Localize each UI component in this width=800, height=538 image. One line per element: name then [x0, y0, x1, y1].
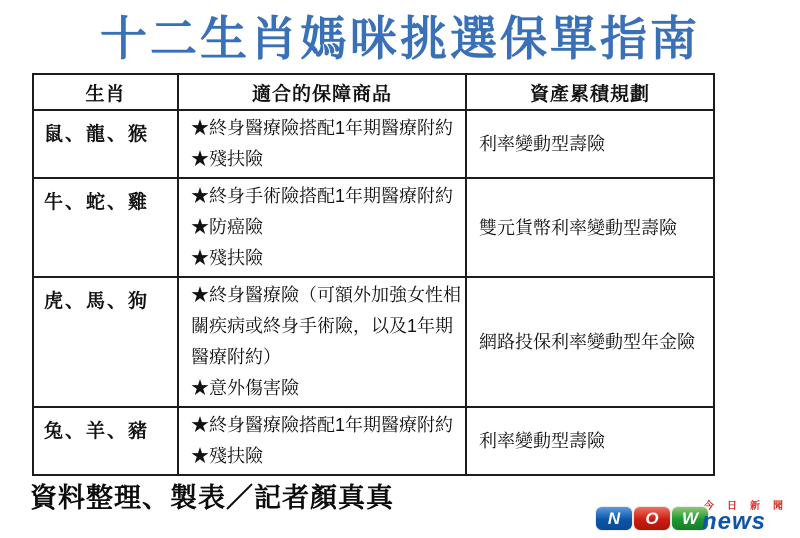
asset-plan-cell: 雙元貨幣利率變動型壽險: [466, 178, 714, 277]
table-header-row: [33, 74, 714, 110]
zodiac-cell: 兔、羊、豬: [33, 407, 178, 475]
logo-letter-n: N: [596, 507, 632, 530]
zodiac-cell: 虎、馬、狗: [33, 277, 178, 407]
logo-letter-w: W: [672, 507, 708, 530]
asset-plan-cell: 利率變動型壽險: [466, 407, 714, 475]
product-item: ★殘扶險: [191, 446, 263, 466]
col-header-products: 適合的保障商品: [178, 74, 466, 110]
table-row: [33, 110, 714, 178]
nownews-logo-blocks: [596, 507, 708, 530]
col-header-zodiac: 生肖: [33, 74, 178, 110]
product-item: ★終身醫療險搭配1年期醫療附約: [191, 118, 454, 138]
nownews-logo: [596, 497, 794, 533]
product-item: ★殘扶險: [191, 149, 263, 169]
page-title: 十二生肖媽咪挑選保單指南: [100, 12, 700, 65]
product-item: ★防癌險: [191, 217, 263, 237]
logo-letter-o: O: [634, 507, 670, 530]
products-cell: [178, 110, 466, 178]
product-item: ★意外傷害險: [191, 378, 299, 398]
asset-plan-cell: 利率變動型壽險: [466, 110, 714, 178]
logo-tagline: 今日新聞: [704, 501, 796, 512]
product-item: ★終身手術險搭配1年期醫療附約: [191, 186, 454, 206]
products-cell: [178, 407, 466, 475]
product-item: ★終身醫療險搭配1年期醫療附約: [191, 415, 454, 435]
zodiac-cell: 牛、蛇、雞: [33, 178, 178, 277]
product-item: ★終身醫療險（可額外加強女性相關疾病或終身手術險，以及1年期醫療附約）: [191, 285, 461, 367]
products-cell: [178, 277, 466, 407]
table-row: [33, 277, 714, 407]
logo-news-text: news: [702, 508, 767, 535]
credit-line: 資料整理、製表／記者顏真真: [30, 483, 394, 513]
insurance-guide-table: [32, 73, 715, 476]
col-header-asset-plan: 資產累積規劃: [466, 74, 714, 110]
products-cell: [178, 178, 466, 277]
zodiac-cell: 鼠、龍、猴: [33, 110, 178, 178]
product-item: ★殘扶險: [191, 248, 263, 268]
table-row: [33, 178, 714, 277]
table-row: [33, 407, 714, 475]
asset-plan-cell: 網路投保利率變動型年金險: [466, 277, 714, 407]
